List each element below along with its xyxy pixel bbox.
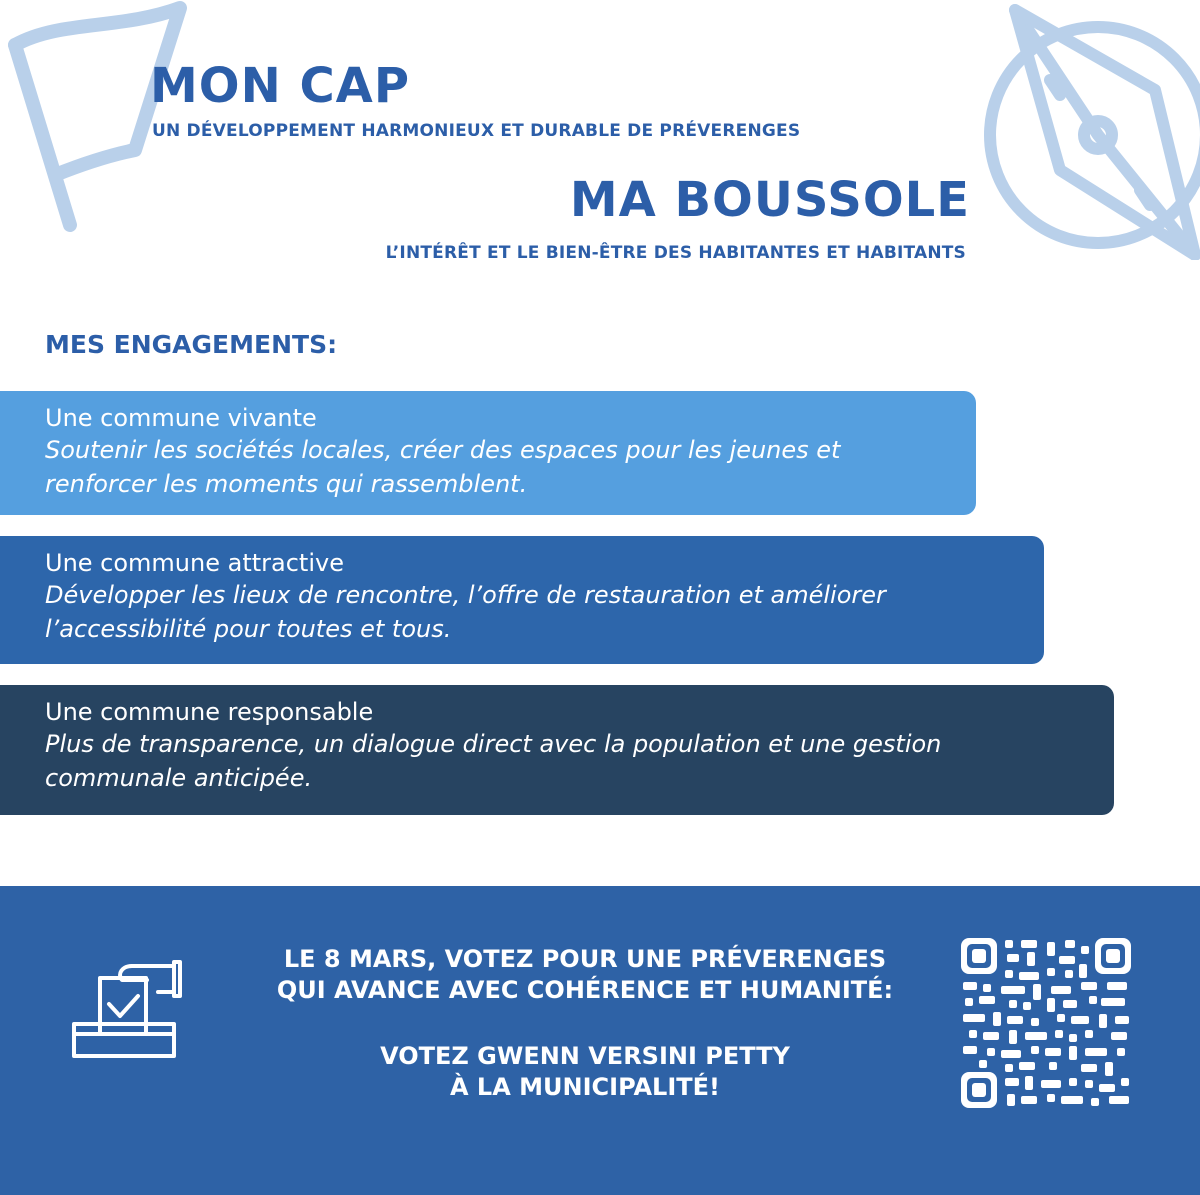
flag-icon	[0, 0, 200, 240]
engagement-title: Une commune responsable	[45, 698, 374, 726]
compass-icon	[980, 0, 1200, 260]
engagement-title: Une commune attractive	[45, 549, 344, 577]
cta-line: LE 8 MARS, VOTEZ POUR UNE PRÉVERENGES	[283, 945, 887, 973]
cta-line: À LA MUNICIPALITÉ!	[450, 1073, 720, 1101]
footer-banner	[0, 886, 1200, 1195]
cta-line: QUI AVANCE AVEC COHÉRENCE ET HUMANITÉ:	[276, 976, 894, 1004]
engagement-card-attractive	[0, 536, 1044, 664]
engagement-card-responsable	[0, 685, 1114, 815]
engagement-text: Plus de transparence, un dialogue direct avec la population et une gestion communale anticipée.	[45, 730, 942, 792]
qr-code[interactable]	[961, 938, 1131, 1108]
engagement-text: Soutenir les sociétés locales, créer des espaces pour les jeunes et renforcer les moments qui rassemblent.	[45, 436, 841, 498]
cta-line: VOTEZ GWENN VERSINI PETTY	[380, 1042, 790, 1070]
engagement-text: Développer les lieux de rencontre, l’offre de restauration et améliorer l’accessibilité pour toutes et tous.	[45, 581, 886, 643]
call-to-action	[220, 944, 950, 1006]
subtitle-ma-boussole: L’INTÉRÊT ET LE BIEN-ÊTRE DES HABITANTES ET HABITANTS	[385, 243, 966, 263]
ballot-box-icon	[72, 956, 182, 1060]
engagements-heading: MES ENGAGEMENTS:	[45, 330, 338, 359]
vote-message	[220, 1041, 950, 1103]
engagement-title: Une commune vivante	[45, 404, 317, 432]
page-title-ma-boussole: MA BOUSSOLE	[569, 172, 970, 228]
engagement-card-vivante	[0, 391, 976, 515]
subtitle-mon-cap: UN DÉVELOPPEMENT HARMONIEUX ET DURABLE DE PRÉVERENGES	[152, 121, 801, 141]
page-title-mon-cap: MON CAP	[150, 58, 411, 114]
